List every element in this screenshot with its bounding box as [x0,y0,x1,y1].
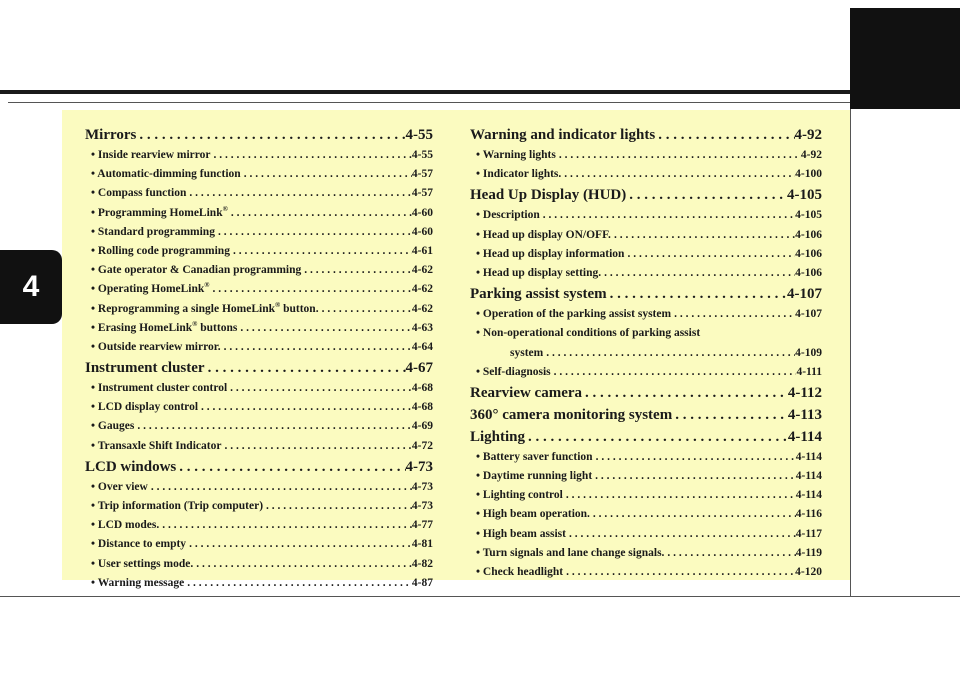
page-number: 4-114 [795,450,822,463]
dot-leader [551,363,797,382]
toc-subitem-entry[interactable] [470,165,822,184]
dot-leader [159,516,412,535]
subitem-title: • Programming HomeLink® [91,204,228,219]
dot-leader [211,146,412,165]
toc-subitem-entry[interactable] [85,379,433,398]
section-title: LCD windows [85,458,177,475]
page-number: 4-106 [795,266,822,279]
toc-subitem-entry[interactable] [85,555,433,574]
dot-leader [607,283,787,305]
toc-subitem-entry[interactable] [85,300,433,319]
toc-subitem-entry[interactable] [470,486,822,505]
dot-leader [210,280,412,299]
dot-leader [655,124,794,146]
toc-subitem-entry[interactable] [85,516,433,535]
dot-leader [540,206,795,225]
subitem-title: • User settings mode. [91,557,194,570]
subitem-title: • Inside rearview mirror [91,149,211,161]
dot-leader [221,338,412,357]
toc-section-entry[interactable] [470,404,822,426]
toc-subitem-wrapped[interactable]: • Non-operational conditions of parking assist [476,327,701,340]
dot-leader [230,242,412,261]
subitem-title: • Distance to empty [91,538,187,551]
page-number: 4-112 [787,384,822,401]
subitem-title: • Over view [91,480,148,493]
toc-subitem-entry[interactable] [85,165,433,184]
toc-subitem-entry[interactable] [85,223,433,242]
toc-subitem-entry[interactable] [85,417,433,436]
toc-left-column [85,124,433,593]
dot-leader [136,124,405,146]
page-number: 4-68 [411,382,433,395]
page-number: 4-60 [411,225,433,238]
page-number: 4-100 [795,168,822,181]
page-number: 4-92 [800,149,822,161]
toc-subitem-entry[interactable] [470,467,822,486]
subitem-title: • Rolling code programming [91,244,230,257]
footer-rule [0,596,960,597]
toc-subitem-entry[interactable] [470,206,822,225]
page-number: 4-72 [411,439,433,452]
toc-subitem-entry[interactable] [470,245,822,264]
dot-leader [563,486,796,505]
dot-leader [590,505,796,524]
page-number: 4-114 [795,470,822,483]
toc-subitem-entry[interactable] [470,264,822,283]
toc-subitem-entry[interactable] [470,363,822,382]
toc-subitem-entry[interactable] [85,146,433,165]
toc-subitem-entry[interactable] [85,437,433,456]
section-title: 360° camera monitoring system [470,406,673,423]
header-rule-thick [0,90,850,94]
subitem-title: • High beam assist [476,527,566,540]
page-number: 4-77 [411,519,433,532]
dot-leader [184,574,412,593]
page-number: 4-82 [411,557,433,570]
subitem-title: system [510,346,544,359]
subitem-title: • Indicator lights. [476,168,562,181]
page-number: 4-62 [411,264,433,277]
dot-leader [601,264,795,283]
header-rule-thin [8,102,850,103]
page-number: 4-113 [787,406,822,423]
toc-section-entry[interactable] [470,283,822,305]
section-title: Lighting [470,428,526,445]
dot-leader [319,300,412,319]
page-number: 4-57 [411,187,433,200]
toc-section-entry[interactable] [470,382,822,404]
page-number: 4-106 [795,247,822,260]
subitem-title: • Instrument cluster control [91,382,228,395]
chapter-tab[interactable]: 4 [0,250,62,324]
subitem-title: • High beam operation. [476,508,590,521]
page-number: 4-92 [794,127,822,143]
dot-leader [556,146,801,165]
page-number: 4-73 [411,480,433,493]
toc-right-column [470,124,822,582]
page-number: 4-69 [411,420,433,433]
page-number: 4-107 [787,286,822,303]
subitem-title: • Daytime running light [476,470,593,483]
page-number: 4-109 [795,346,822,359]
toc-section-entry[interactable] [470,426,822,448]
page-number: 4-67 [405,360,433,377]
toc-section-entry[interactable] [85,124,433,146]
dot-leader [566,525,796,544]
subitem-title: • Outside rearview mirror. [91,340,221,353]
registered-mark: ® [222,204,228,213]
subitem-title: • Operation of the parking assist system [476,308,672,321]
page-number: 4-107 [795,308,822,321]
toc-section-entry[interactable] [85,357,433,379]
subitem-title: • Gauges [91,420,135,433]
dot-leader [582,382,788,404]
dot-leader [134,417,412,436]
toc-subitem-entry[interactable] [470,525,822,544]
toc-subitem-entry[interactable] [85,204,433,223]
dot-leader [221,437,411,456]
corner-black-block [850,8,960,109]
toc-subitem-entry[interactable] [85,478,433,497]
dot-leader [186,535,412,554]
toc-subitem-entry[interactable] [470,448,822,467]
dot-leader [176,456,405,478]
toc-subitem-entry[interactable] [85,280,433,299]
dot-leader [227,379,412,398]
toc-subitem-entry[interactable] [470,563,822,582]
subitem-title: • Automatic-dimming function [91,168,241,181]
dot-leader [543,344,795,363]
page-number: 4-114 [795,489,822,502]
subitem-title: • Reprogramming a single HomeLink® button. [91,300,319,315]
subitem-title: • LCD modes. [91,519,160,532]
right-margin-divider [850,109,851,596]
section-title: Instrument cluster [85,360,205,377]
page-number: 4-119 [795,546,822,559]
subitem-title: • Head up display ON/OFF. [476,228,611,241]
toc-subitem-entry[interactable] [470,226,822,245]
toc-subitem-entry[interactable] [470,544,822,563]
subitem-title: • Self-diagnosis [476,365,551,378]
page-number: 4-62 [411,302,433,315]
subitem-title: • Operating HomeLink® [91,281,210,296]
dot-leader [241,165,412,184]
page-number: 4-81 [411,538,433,551]
page-number: 4-87 [411,576,433,589]
dot-leader [611,226,795,245]
dot-leader [664,544,795,563]
page-number: 4-57 [411,168,433,181]
page-number: 4-63 [411,321,433,334]
toc-section-entry[interactable] [470,124,822,146]
toc-subitem-entry[interactable] [85,242,433,261]
subitem-title: • Lighting control [476,489,563,502]
dot-leader [592,467,796,486]
subitem-title: • LCD display control [91,401,199,414]
page-number: 4-55 [411,149,433,161]
dot-leader [593,448,796,467]
toc-subitem-entry[interactable] [85,574,433,593]
page-number: 4-62 [411,283,433,296]
page-number: 4-68 [411,401,433,414]
dot-leader [672,404,788,426]
subitem-title: • Description [476,209,540,222]
section-title: Warning and indicator lights [470,127,656,143]
subitem-title: • Head up display setting. [476,266,602,279]
page-number: 4-64 [411,340,433,353]
page-number: 4-120 [795,566,822,578]
toc-section-entry[interactable] [470,184,822,206]
toc-subitem-entry[interactable] [85,398,433,417]
toc-subitem-entry[interactable] [85,338,433,357]
section-title: Head Up Display (HUD) [470,187,627,204]
registered-mark: ® [192,319,198,328]
page-number: 4-117 [795,527,822,540]
toc-subitem-entry[interactable] [470,344,822,363]
page-number: 4-60 [411,206,433,219]
page-number: 4-55 [405,127,433,143]
page-number: 4-105 [787,187,822,204]
subitem-title: • Warning message [91,576,185,589]
dot-leader [561,165,795,184]
subitem-title: • Gate operator & Canadian programming [91,264,302,277]
toc-subitem-entry[interactable] [85,319,433,338]
subitem-title: • Turn signals and lane change signals. [476,546,665,559]
subitem-title: • Standard programming [91,225,215,238]
toc-subitem-entry[interactable] [85,535,433,554]
page-number: 4-106 [795,228,822,241]
dot-leader [193,555,412,574]
toc-subitem-entry[interactable] [470,305,822,324]
section-title: Mirrors [85,127,137,143]
dot-leader [626,184,787,206]
toc-subitem-entry[interactable] [85,497,433,516]
dot-leader [186,184,412,203]
section-title: Parking assist system [470,286,607,303]
dot-leader [624,245,795,264]
page-number: 4-105 [795,209,822,222]
page-number: 4-61 [411,244,433,257]
dot-leader [671,305,795,324]
subitem-title: • Erasing HomeLink® buttons [91,319,238,334]
subitem-title: • Head up display information [476,247,625,260]
dot-leader [205,357,406,379]
page-number: 4-111 [796,365,822,378]
dot-leader [228,204,412,223]
page-number: 4-73 [405,458,433,475]
toc-subitem-entry[interactable] [85,261,433,280]
page-number: 4-114 [787,428,822,445]
subitem-title: • Check headlight [476,566,564,578]
dot-leader [198,398,412,417]
toc-subitem-entry[interactable] [470,505,822,524]
registered-mark: ® [274,300,281,309]
subitem-title: • Trip information (Trip computer) [91,500,264,512]
dot-leader [215,223,412,242]
toc-section-entry[interactable] [85,456,433,478]
subitem-title: • Compass function [91,187,187,200]
toc-subitem-entry[interactable] [85,184,433,203]
dot-leader [525,426,788,448]
dot-leader [237,319,412,338]
dot-leader [148,478,412,497]
registered-mark: ® [204,281,210,290]
toc-subitem-entry[interactable] [470,146,822,165]
dot-leader [263,497,412,516]
page-number: 4-116 [795,508,822,521]
dot-leader [563,563,795,582]
subitem-title: • Battery saver function [476,450,593,463]
subitem-title: • Transaxle Shift Indicator [91,439,222,452]
section-title: Rearview camera [470,384,583,401]
dot-leader [301,261,412,280]
subitem-title: • Warning lights [476,149,556,161]
page-number: 4-73 [411,500,433,512]
